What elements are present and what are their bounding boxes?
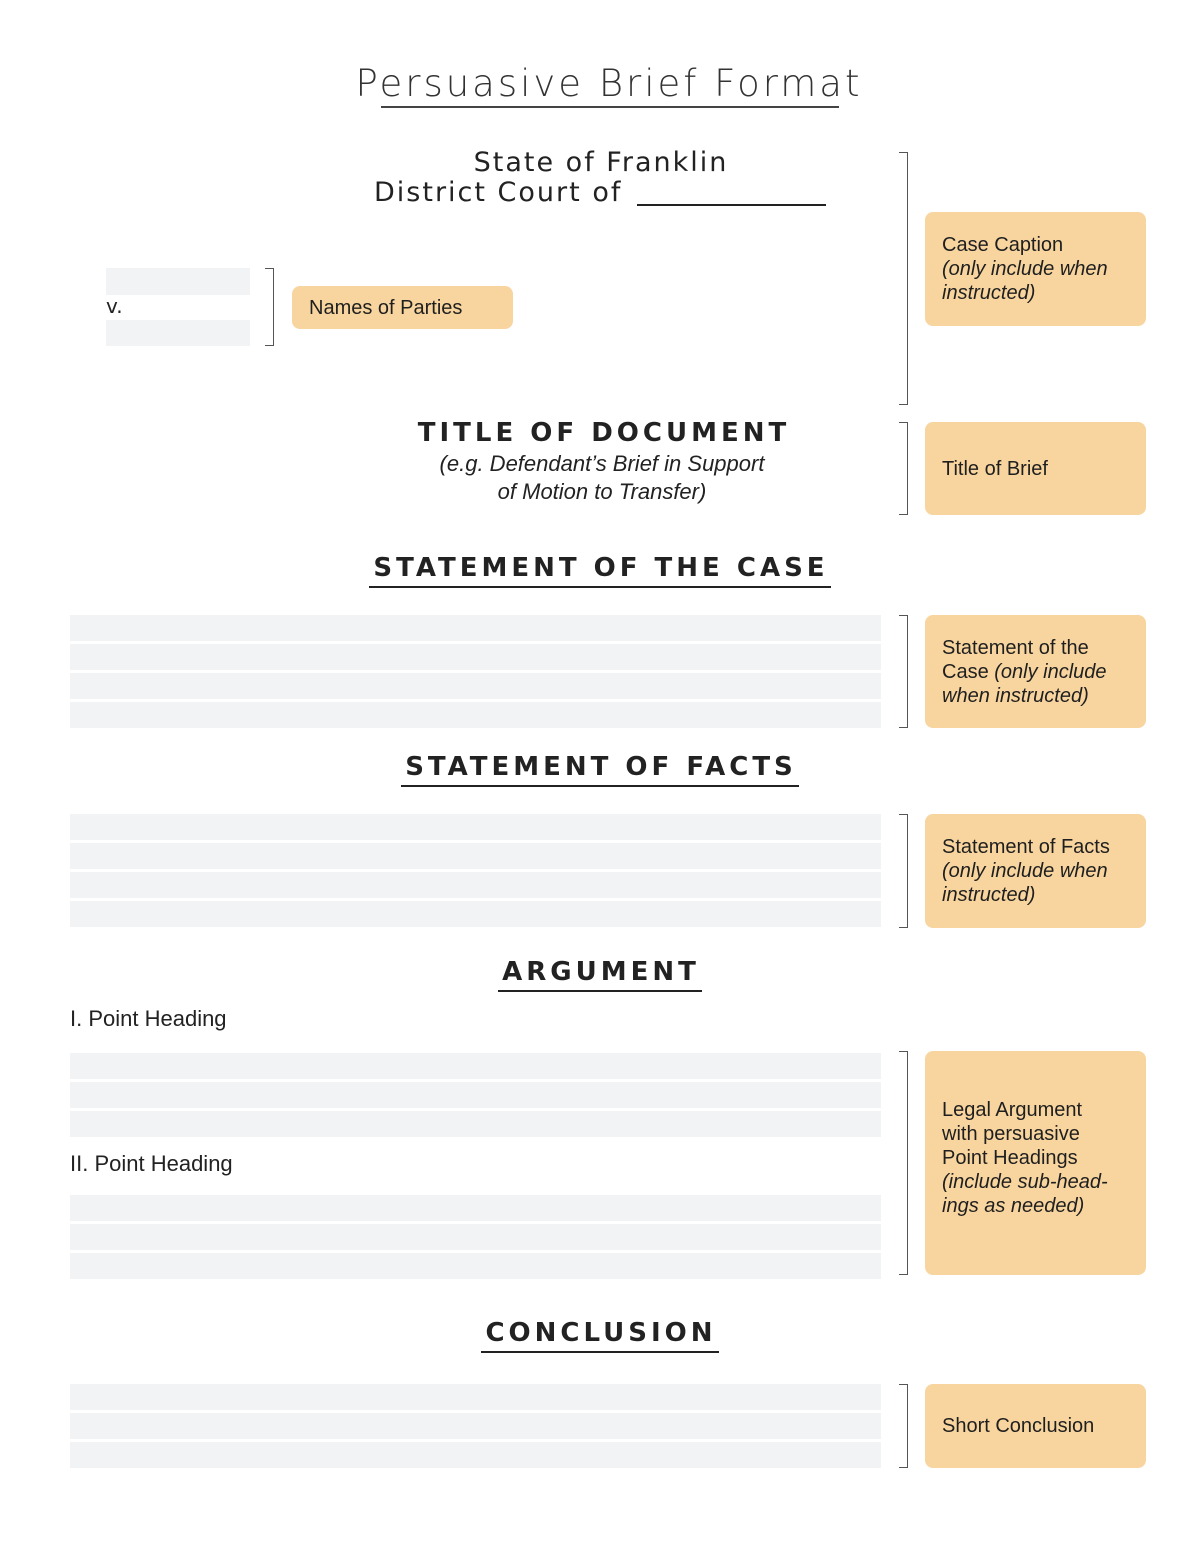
text-placeholder-line (70, 615, 881, 641)
section-heading-argument (0, 957, 1200, 992)
heading-text: STATEMENT OF FACTS (401, 752, 799, 787)
tag-note: (include sub-head- (942, 1171, 1108, 1193)
statement-of-facts-bracket (899, 814, 908, 928)
text-placeholder-line (70, 644, 881, 670)
section-heading-statement-of-facts (0, 752, 1200, 787)
point-heading-2: II. Point Heading (70, 1151, 233, 1176)
tag-label: Point Headings (942, 1147, 1078, 1169)
text-placeholder-line (70, 1442, 881, 1468)
text-placeholder-line (70, 843, 881, 869)
text-placeholder-line (70, 901, 881, 927)
tag-label: Short Conclusion (942, 1415, 1095, 1437)
tag-note: when instructed) (942, 684, 1089, 707)
heading-text: STATEMENT OF THE CASE (369, 553, 830, 588)
tag-legal-argument (925, 1051, 1146, 1275)
text-placeholder-line (70, 1384, 881, 1410)
text-placeholder-line (70, 673, 881, 699)
heading-text: ARGUMENT (498, 957, 702, 992)
title-underline (381, 106, 839, 108)
text-placeholder-line (70, 1413, 881, 1439)
tag-label: Names of Parties (309, 296, 463, 319)
tag-label: Case (942, 660, 995, 683)
conclusion-bracket (899, 1384, 908, 1468)
heading-text: CONCLUSION (481, 1318, 718, 1353)
section-heading-statement-of-case (0, 553, 1200, 588)
tag-line (942, 660, 1146, 684)
example-line: of Motion to Transfer) (497, 479, 707, 504)
tag-case-caption (925, 212, 1146, 326)
text-placeholder-line (70, 1082, 881, 1108)
court-district-line: District Court of (374, 177, 623, 208)
text-placeholder-line (70, 814, 881, 840)
tag-note: (only include when (942, 258, 1108, 280)
example-line: (e.g. Defendant’s Brief in Support (439, 451, 765, 476)
tag-note: instructed) (942, 884, 1036, 906)
court-name-blank (637, 204, 826, 206)
text-placeholder-line (70, 1111, 881, 1137)
text-placeholder-line (70, 702, 881, 728)
tag-label: with persuasive (942, 1123, 1080, 1145)
tag-note: instructed) (942, 282, 1036, 304)
tag-label: Statement of the (942, 636, 1089, 659)
court-state-line: State of Franklin (473, 147, 729, 178)
tag-label: Title of Brief (942, 457, 1048, 480)
tag-label: Legal Argument (942, 1099, 1083, 1121)
tag-note: ings as needed) (942, 1195, 1085, 1217)
text-placeholder-line (70, 1053, 881, 1079)
argument-bracket (899, 1051, 908, 1275)
case-caption-bracket (899, 152, 908, 405)
tag-statement-of-case (925, 615, 1146, 728)
tag-note: (only include when (942, 860, 1108, 882)
text-placeholder-line (70, 872, 881, 898)
versus-label: v. (106, 294, 123, 318)
tag-label: Case Caption (942, 234, 1064, 256)
text-placeholder-line (70, 1253, 881, 1279)
text-placeholder-line (70, 1224, 881, 1250)
tag-names-of-parties (292, 286, 513, 329)
page-title: Persuasive Brief Format (355, 62, 863, 105)
parties-bracket (265, 268, 274, 346)
plaintiff-placeholder (106, 268, 250, 295)
section-heading-conclusion (0, 1318, 1200, 1353)
statement-of-case-bracket (899, 615, 908, 728)
point-heading-1: I. Point Heading (70, 1006, 227, 1031)
title-bracket (899, 422, 908, 515)
defendant-placeholder (106, 320, 250, 346)
tag-short-conclusion (925, 1384, 1146, 1468)
document-title: TITLE OF DOCUMENT (417, 418, 791, 448)
tag-note: (only include (994, 660, 1107, 683)
tag-title-of-brief (925, 422, 1146, 515)
text-placeholder-line (70, 1195, 881, 1221)
tag-label: Statement of Facts (942, 836, 1110, 858)
tag-statement-of-facts (925, 814, 1146, 928)
